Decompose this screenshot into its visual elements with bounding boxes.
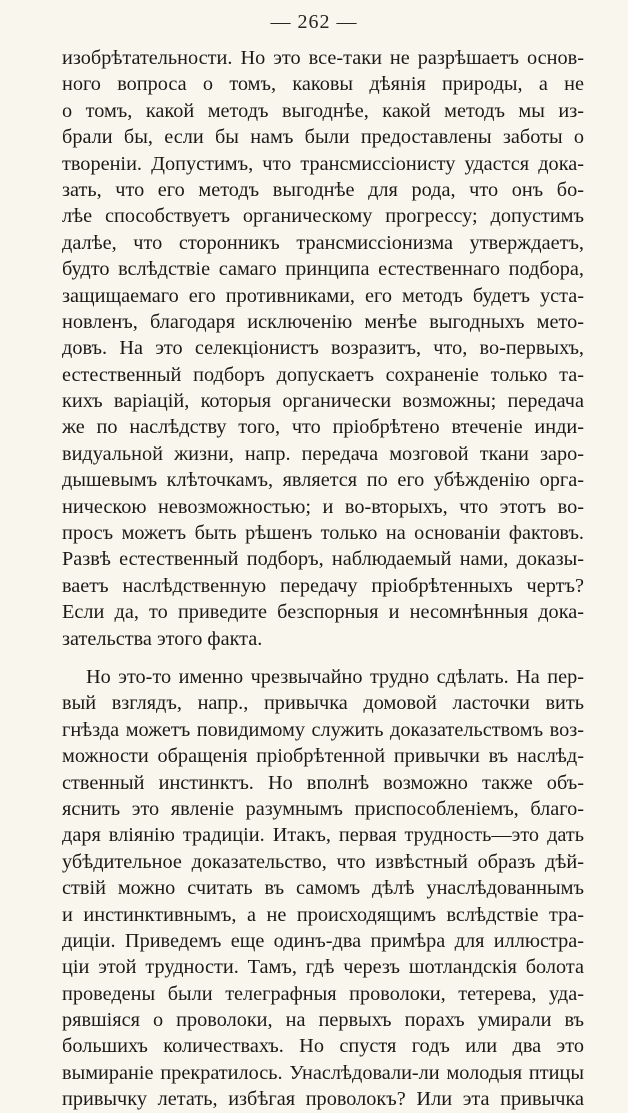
text-line: Но это-то именно чрезвычайно трудно сдѣлать. На пер- bbox=[86, 665, 584, 688]
paragraph bbox=[62, 45, 584, 652]
text-line: довъ. На это селекціонистъ возразитъ, что, во-первыхъ, bbox=[62, 337, 584, 360]
text-line: вый взглядъ, напр., привычка домовой ласточки вить bbox=[62, 692, 584, 715]
page-number: — 262 — bbox=[270, 11, 358, 33]
text-line: ного вопроса о томъ, каковы дѣянія природы, а не bbox=[62, 73, 584, 96]
text-line: ническою невозможностью; и во-вторыхъ, что этотъ во- bbox=[62, 495, 584, 518]
text-line: ственный инстинктъ. Но вполнѣ возможно также объ- bbox=[62, 771, 584, 794]
text-line: можности обращенія пріобрѣтенной привычки въ наслѣд- bbox=[62, 745, 584, 768]
text-line: новленъ, благодаря исключенію менѣе выгодныхъ мето- bbox=[62, 310, 584, 333]
text-line: дышевымъ клѣточкамъ, является по его убѣжденію орга- bbox=[62, 469, 584, 492]
text-line: защищаемаго его противниками, его методъ будетъ уста- bbox=[62, 284, 584, 307]
text-line: естественный подборъ допускаетъ сохраненіе только та- bbox=[62, 363, 584, 386]
text-line: изобрѣтательности. Но это все-таки не разрѣшаетъ основ- bbox=[62, 47, 584, 69]
text-line: вымираніе прекратилось. Унаслѣдовали-ли молодыя птицы bbox=[62, 1061, 584, 1084]
text-line: твореніи. Допустимъ, что трансмиссіонисту удастся дока- bbox=[62, 152, 584, 175]
text-line: ціи этой трудности. Тамъ, гдѣ черезъ шотландскія болота bbox=[62, 956, 584, 979]
text-line: о томъ, какой методъ выгоднѣе, какой методъ мы из- bbox=[62, 99, 584, 122]
text-line: кихъ варіацій, которыя органически возможны; передача bbox=[62, 390, 584, 413]
text-line: далѣе, что сторонникъ трансмиссіонизма утверждаетъ, bbox=[62, 231, 584, 254]
text-line: зательства этого факта. bbox=[62, 627, 263, 650]
text-line: ствій можно считать въ самомъ дѣлѣ унаслѣдованнымъ bbox=[62, 877, 584, 900]
text-line: и инстинктивнымъ, а не происходящимъ вслѣдствіе тра- bbox=[62, 903, 584, 926]
text-line: просъ можетъ быть рѣшенъ только на основаніи фактовъ. bbox=[62, 522, 584, 545]
text-line: ваетъ наслѣдственную передачу пріобрѣтенныхъ чертъ? bbox=[62, 574, 584, 597]
text-line: брали бы, если бы намъ были предоставлены заботы о bbox=[62, 126, 584, 149]
text-line: проведены были телеграфныя проволоки, тетерева, уда- bbox=[62, 982, 584, 1005]
text-line: видуальной жизни, напр. передача мозговой ткани заро- bbox=[62, 442, 584, 465]
text-line: Развѣ естественный подборъ, наблюдаемый нами, доказы- bbox=[62, 548, 584, 571]
text-line: убѣдительное доказательство, что извѣстный образъ дѣй- bbox=[62, 850, 584, 873]
text-line: будто вслѣдствіе самаго принципа естественнаго подбора, bbox=[62, 258, 584, 281]
text-line: же по наслѣдству того, что пріобрѣтено втеченіе инди- bbox=[62, 416, 584, 439]
text-line: большихъ количествахъ. Но спустя годъ или два это bbox=[62, 1035, 584, 1058]
text-line: рявшіяся о проволоки, на первыхъ порахъ умирали въ bbox=[62, 1009, 584, 1032]
text-line: диціи. Приведемъ еще одинъ-два примѣра для иллюстра- bbox=[62, 929, 584, 952]
paragraph bbox=[62, 664, 584, 1113]
text-line: гнѣзда можетъ повидимому служить доказательствомъ воз- bbox=[62, 718, 584, 741]
text-line: зать, что его методъ выгоднѣе для рода, что онъ бо- bbox=[62, 178, 584, 201]
text-line: привычку летать, избѣгая проволокъ? Или эта привычка bbox=[62, 1088, 584, 1111]
body-text bbox=[62, 45, 584, 1113]
text-line: лѣе способствуетъ органическому прогрессу; допустимъ bbox=[62, 205, 584, 228]
text-line: даря вліянію традиціи. Итакъ, первая трудность—это дать bbox=[62, 824, 584, 847]
text-line: яснить это явленіе разумнымъ приспособленіемъ, благо- bbox=[62, 797, 584, 820]
text-line: Если да, то приведите безспорныя и несомнѣнныя дока- bbox=[62, 601, 584, 624]
paragraph-gap bbox=[62, 652, 584, 664]
